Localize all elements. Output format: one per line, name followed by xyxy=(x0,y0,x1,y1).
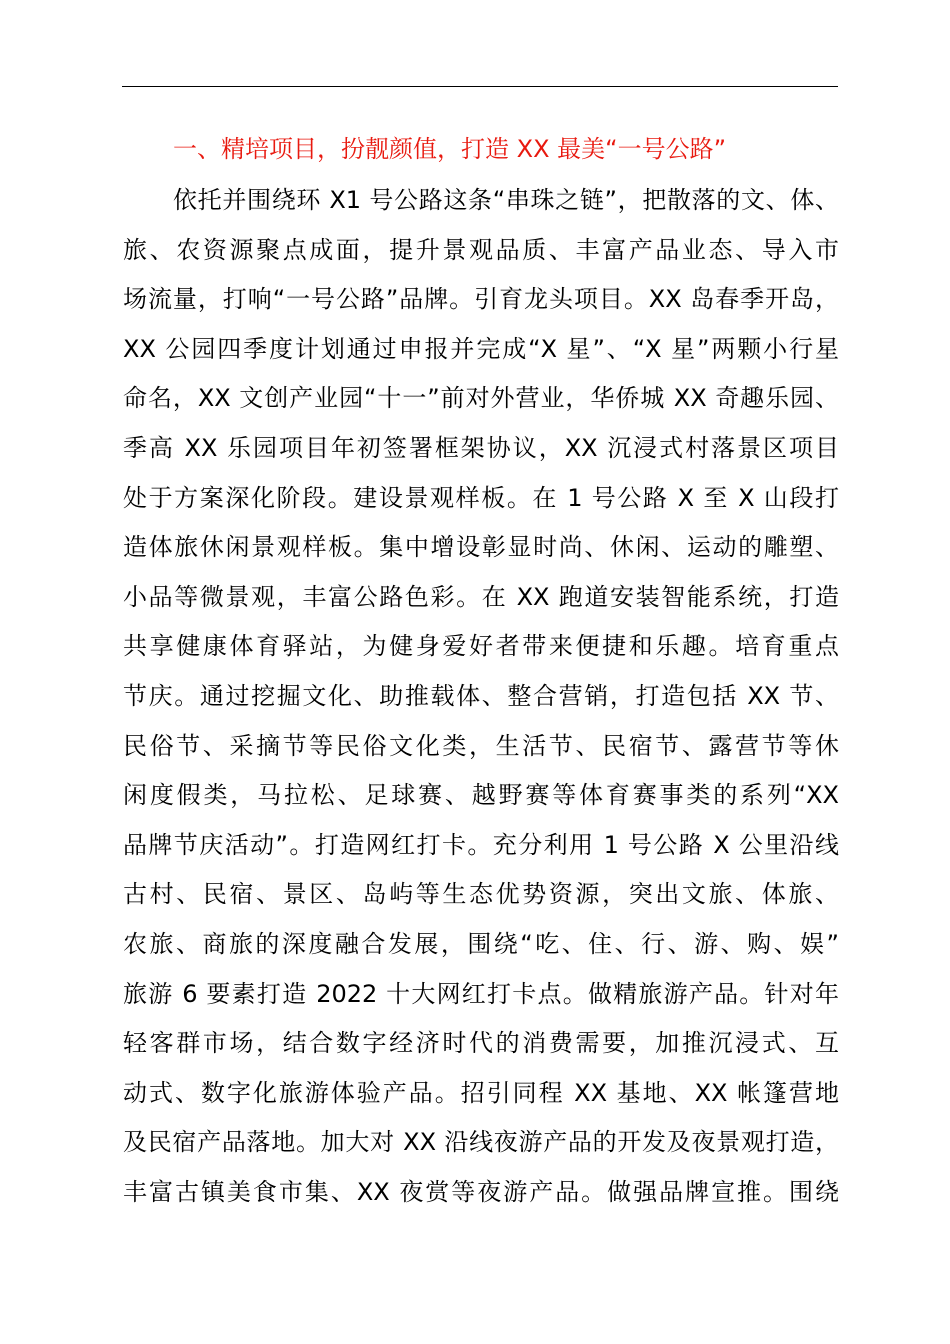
header-rule xyxy=(122,86,838,87)
paragraph-line: 季高 XX 乐园项目年初签署框架协议，XX 沉浸式村落景区项目 xyxy=(123,433,839,462)
paragraph-line: 小品等微景观，丰富公路色彩。在 XX 跑道安装智能系统，打造 xyxy=(123,582,839,611)
paragraph-line: 农旅、商旅的深度融合发展，围绕“吃、住、行、游、购、娱” xyxy=(123,929,839,958)
paragraph-line: 节庆。通过挖掘文化、助推载体、整合营销，打造包括 XX 节、 xyxy=(123,681,839,710)
paragraph-line: 共享健康体育驿站，为健身爱好者带来便捷和乐趣。培育重点 xyxy=(123,632,839,661)
paragraph-line: 依托并围绕环 X1 号公路这条“串珠之链”，把散落的文、体、 xyxy=(173,186,839,214)
paragraph-line: 闲度假类，马拉松、足球赛、越野赛等体育赛事类的系列“XX xyxy=(123,781,839,810)
paragraph-line: 轻客群市场，结合数字经济时代的消费需要，加推沉浸式、互 xyxy=(123,1029,839,1058)
paragraph-line: 旅、农资源聚点成面，提升景观品质、丰富产品业态、导入市 xyxy=(123,235,839,264)
paragraph-line: 古村、民宿、景区、岛屿等生态优势资源，突出文旅、体旅、 xyxy=(123,880,839,909)
paragraph-line: 处于方案深化阶段。建设景观样板。在 1 号公路 X 至 X 山段打 xyxy=(123,483,839,512)
body-paragraph xyxy=(123,177,839,1218)
paragraph-line: 旅游 6 要素打造 2022 十大网红打卡点。做精旅游产品。针对年 xyxy=(123,979,839,1008)
paragraph-line: 民俗节、采摘节等民俗文化类，生活节、民宿节、露营节等休 xyxy=(123,731,839,760)
paragraph-line: 品牌节庆活动”。打造网红打卡。充分利用 1 号公路 X 公里沿线 xyxy=(123,830,839,859)
section-heading: 一、精培项目，扮靓颜值，打造 XX 最美“一号公路” xyxy=(173,135,727,163)
paragraph-line: 命名，XX 文创产业园“十一”前对外营业，华侨城 XX 奇趣乐园、 xyxy=(123,384,839,413)
paragraph-line: 动式、数字化旅游体验产品。招引同程 XX 基地、XX 帐篷营地 xyxy=(123,1078,839,1107)
paragraph-line: 及民宿产品落地。加大对 XX 沿线夜游产品的开发及夜景观打造， xyxy=(123,1128,839,1157)
paragraph-line: XX 公园四季度计划通过申报并完成“X 星”、“X 星”两颗小行星 xyxy=(123,334,839,363)
paragraph-line: 造体旅休闲景观样板。集中增设彰显时尚、休闲、运动的雕塑、 xyxy=(123,533,839,562)
paragraph-line: 场流量，打响“一号公路”品牌。引育龙头项目。XX 岛春季开岛， xyxy=(123,285,839,314)
paragraph-line: 丰富古镇美食市集、XX 夜赏等夜游产品。做强品牌宣推。围绕 xyxy=(123,1177,839,1206)
